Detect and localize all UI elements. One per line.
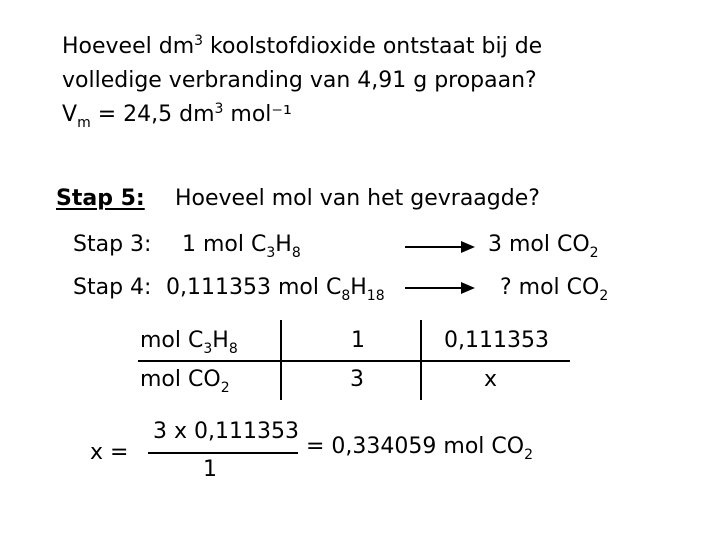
question-text: koolstofdioxide ontstaat bij de	[203, 34, 543, 59]
subscript: 2	[589, 245, 599, 261]
result	[306, 434, 533, 463]
table-row2-col2: x	[484, 367, 498, 392]
subscript: 2	[599, 288, 609, 304]
table-row2-label	[140, 367, 230, 396]
fraction-numerator: 3 x 0,111353	[153, 419, 299, 444]
question-text: V	[62, 102, 78, 127]
step3-rhs	[488, 232, 599, 261]
step4-lhs	[166, 275, 385, 304]
table-row1-label	[140, 328, 238, 357]
subscript: 8	[341, 288, 351, 304]
formula-text: mol C	[140, 328, 204, 353]
formula-text: mol CO	[140, 367, 221, 392]
question-text: mol⁻¹	[223, 102, 292, 127]
subscript: 2	[220, 380, 230, 396]
question-line-3	[62, 100, 292, 130]
table-row2-col1: 3	[350, 367, 364, 392]
question-text: = 24,5 dm	[90, 102, 215, 127]
formula-text: H	[350, 275, 367, 300]
step5-text: Hoeveel mol van het gevraagde?	[175, 186, 540, 211]
formula-text: 1 mol C	[182, 232, 267, 257]
step4-rhs	[500, 275, 609, 304]
subscript: 3	[203, 341, 213, 357]
arrow-right-icon	[405, 281, 475, 295]
step3-label: Stap 3:	[73, 232, 152, 257]
subscript: 3	[266, 245, 276, 261]
step3-lhs	[182, 232, 301, 261]
table-divider	[138, 360, 570, 362]
fraction-denominator: 1	[203, 457, 217, 482]
subscript: 2	[524, 447, 533, 463]
subscript: 8	[228, 341, 238, 357]
subscript: 18	[366, 288, 385, 304]
step5-label: Stap 5:	[56, 186, 145, 211]
question-line-2	[62, 66, 537, 96]
fraction-bar	[148, 452, 298, 454]
superscript: 3	[214, 101, 224, 117]
formula-text: ? mol CO	[500, 275, 600, 300]
formula-text: H	[212, 328, 229, 353]
superscript: 3	[194, 33, 204, 49]
formula-text: 3 mol CO	[488, 232, 590, 257]
arrow-right-icon	[405, 240, 475, 254]
x-equals: x =	[90, 440, 129, 465]
result-text: = 0,334059 mol CO	[306, 434, 525, 459]
table-row1-col1: 1	[351, 328, 365, 353]
question-line-1	[62, 32, 542, 62]
subscript: m	[77, 115, 91, 131]
question-text: Hoeveel dm	[62, 34, 195, 59]
step4-label: Stap 4:	[73, 275, 152, 300]
table-row1-col2: 0,111353	[444, 328, 549, 353]
formula-text: H	[275, 232, 292, 257]
question-text: volledige verbranding van 4,91 g propaan?	[62, 68, 537, 93]
formula-text: 0,111353 mol C	[166, 275, 342, 300]
subscript: 8	[291, 245, 301, 261]
